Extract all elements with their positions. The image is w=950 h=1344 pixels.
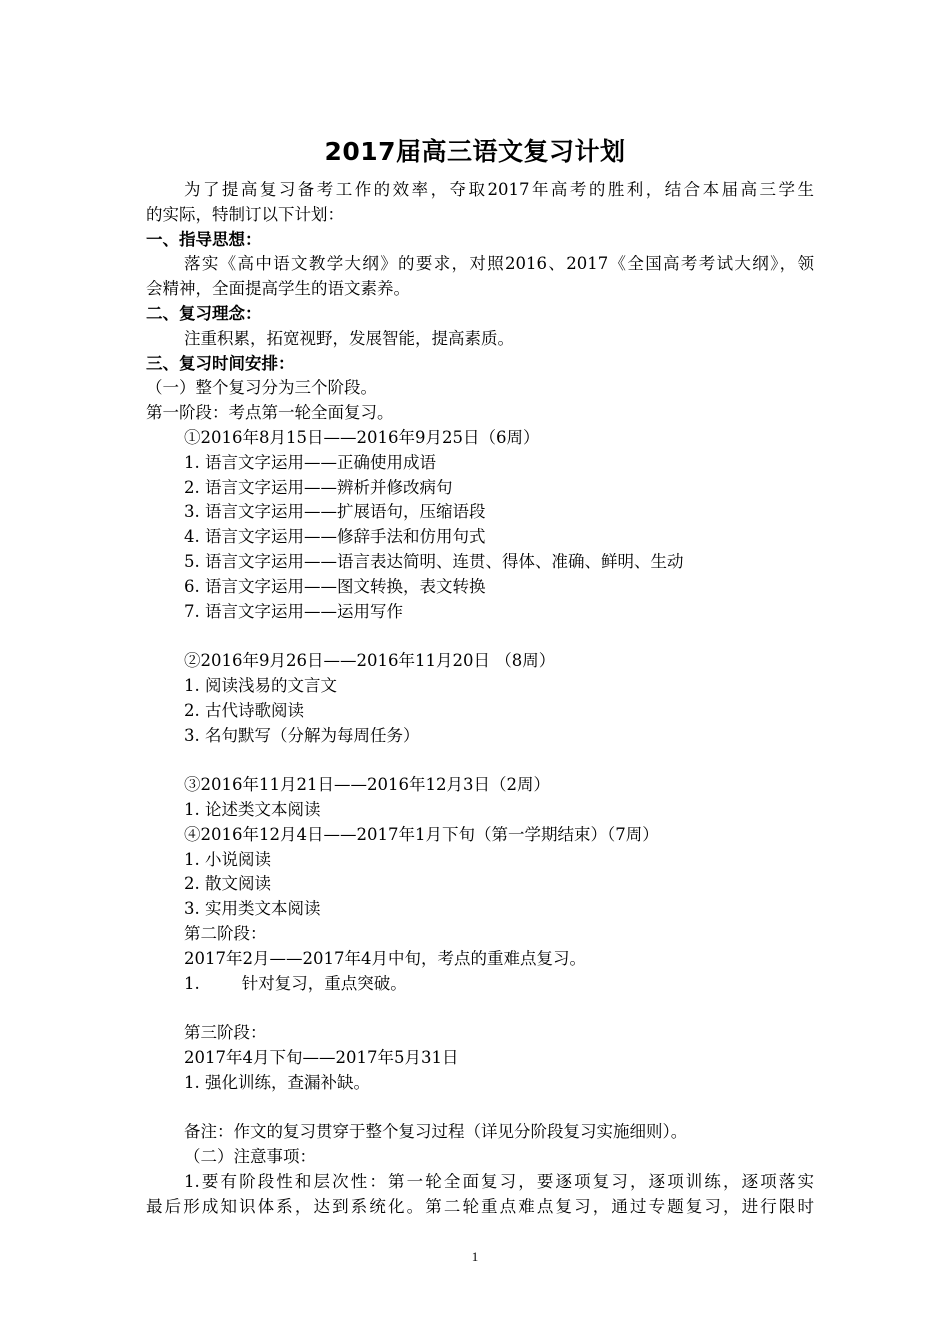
period-one-label: ①2016年8月15日——2016年9月25日（6周） bbox=[184, 427, 540, 447]
period-one-item: 1. 语言文字运用——正确使用成语 bbox=[184, 452, 436, 472]
intro-line-1: 为了提高复习备考工作的效率，夺取2017年高考的胜利，结合本届高三学生 bbox=[184, 180, 814, 199]
stage-one-label: 第一阶段：考点第一轮全面复习。 bbox=[146, 403, 394, 423]
period-three-label: ③2016年11月21日——2016年12月3日（2周） bbox=[184, 775, 550, 795]
period-one-item: 3. 语言文字运用——扩展语句，压缩语段 bbox=[184, 502, 486, 522]
spacer bbox=[146, 624, 814, 649]
notice-line-2: 最后形成知识体系，达到系统化。第二轮重点难点复习，通过专题复习，进行限时 bbox=[146, 1196, 814, 1216]
review-concept-text: 注重积累，拓宽视野，发展智能，提高素质。 bbox=[184, 328, 514, 348]
notice-line-1: 1.要有阶段性和层次性：第一轮全面复习，要逐项复习，逐项训练，逐项落实 bbox=[184, 1171, 814, 1191]
period-three-item: 1. 论述类文本阅读 bbox=[184, 799, 321, 819]
period-one-item: 4. 语言文字运用——修辞手法和仿用句式 bbox=[184, 527, 486, 547]
guiding-thought-line-2: 会精神，全面提高学生的语文素养。 bbox=[146, 279, 410, 299]
period-one-item: 7. 语言文字运用——运用写作 bbox=[184, 601, 403, 621]
guiding-thought-line-1: 落实《高中语文教学大纲》的要求，对照2016、2017《全国高考考试大纲》，领 bbox=[184, 254, 814, 274]
period-two-item: 1. 阅读浅易的文言文 bbox=[184, 675, 337, 695]
spacer bbox=[146, 1095, 814, 1120]
spacer bbox=[146, 748, 814, 773]
document-body bbox=[146, 178, 814, 1219]
section-heading-guiding-thought: 一、指导思想： bbox=[146, 229, 262, 249]
spacer bbox=[146, 996, 814, 1021]
period-four-item: 1. 小说阅读 bbox=[184, 849, 271, 869]
period-four-item: 2. 散文阅读 bbox=[184, 874, 271, 894]
period-one-item: 6. 语言文字运用——图文转换，表文转换 bbox=[184, 576, 486, 596]
stage-three-item: 1. 强化训练，查漏补缺。 bbox=[184, 1072, 370, 1092]
period-four-label: ④2016年12月4日——2017年1月下旬（第一学期结束）（7周） bbox=[184, 824, 659, 844]
stage-two-item: 1. 针对复习，重点突破。 bbox=[184, 973, 407, 993]
period-one-item: 5. 语言文字运用——语言表达简明、连贯、得体、准确、鲜明、生动 bbox=[184, 551, 684, 571]
stage-two-time: 2017年2月——2017年4月中旬，考点的重难点复习。 bbox=[184, 948, 586, 968]
period-four-item: 3. 实用类文本阅读 bbox=[184, 899, 321, 919]
section-heading-schedule: 三、复习时间安排： bbox=[146, 353, 295, 373]
stage-three-time: 2017年4月下旬——2017年5月31日 bbox=[184, 1047, 459, 1067]
intro-line-2: 的实际，特制订以下计划： bbox=[146, 204, 344, 224]
period-two-item: 2. 古代诗歌阅读 bbox=[184, 700, 304, 720]
stage-three-label: 第三阶段： bbox=[184, 1023, 267, 1043]
period-two-item: 3. 名句默写（分解为每周任务） bbox=[184, 725, 420, 745]
remark-note: 备注：作文的复习贯穿于整个复习过程（详见分阶段复习实施细则）。 bbox=[184, 1122, 688, 1142]
section-heading-review-concept: 二、复习理念： bbox=[146, 303, 262, 323]
period-one-item: 2. 语言文字运用——辨析并修改病句 bbox=[184, 477, 453, 497]
stage-two-label: 第二阶段： bbox=[184, 923, 267, 943]
subsection-three-stages: （一）整个复习分为三个阶段。 bbox=[146, 378, 377, 398]
subsection-notices: （二）注意事项： bbox=[184, 1147, 316, 1167]
period-two-label: ②2016年9月26日——2016年11月20日 （8周） bbox=[184, 651, 556, 671]
page-number: 1 bbox=[471, 1249, 479, 1264]
document-title: 2017届高三语文复习计划 bbox=[324, 137, 626, 166]
